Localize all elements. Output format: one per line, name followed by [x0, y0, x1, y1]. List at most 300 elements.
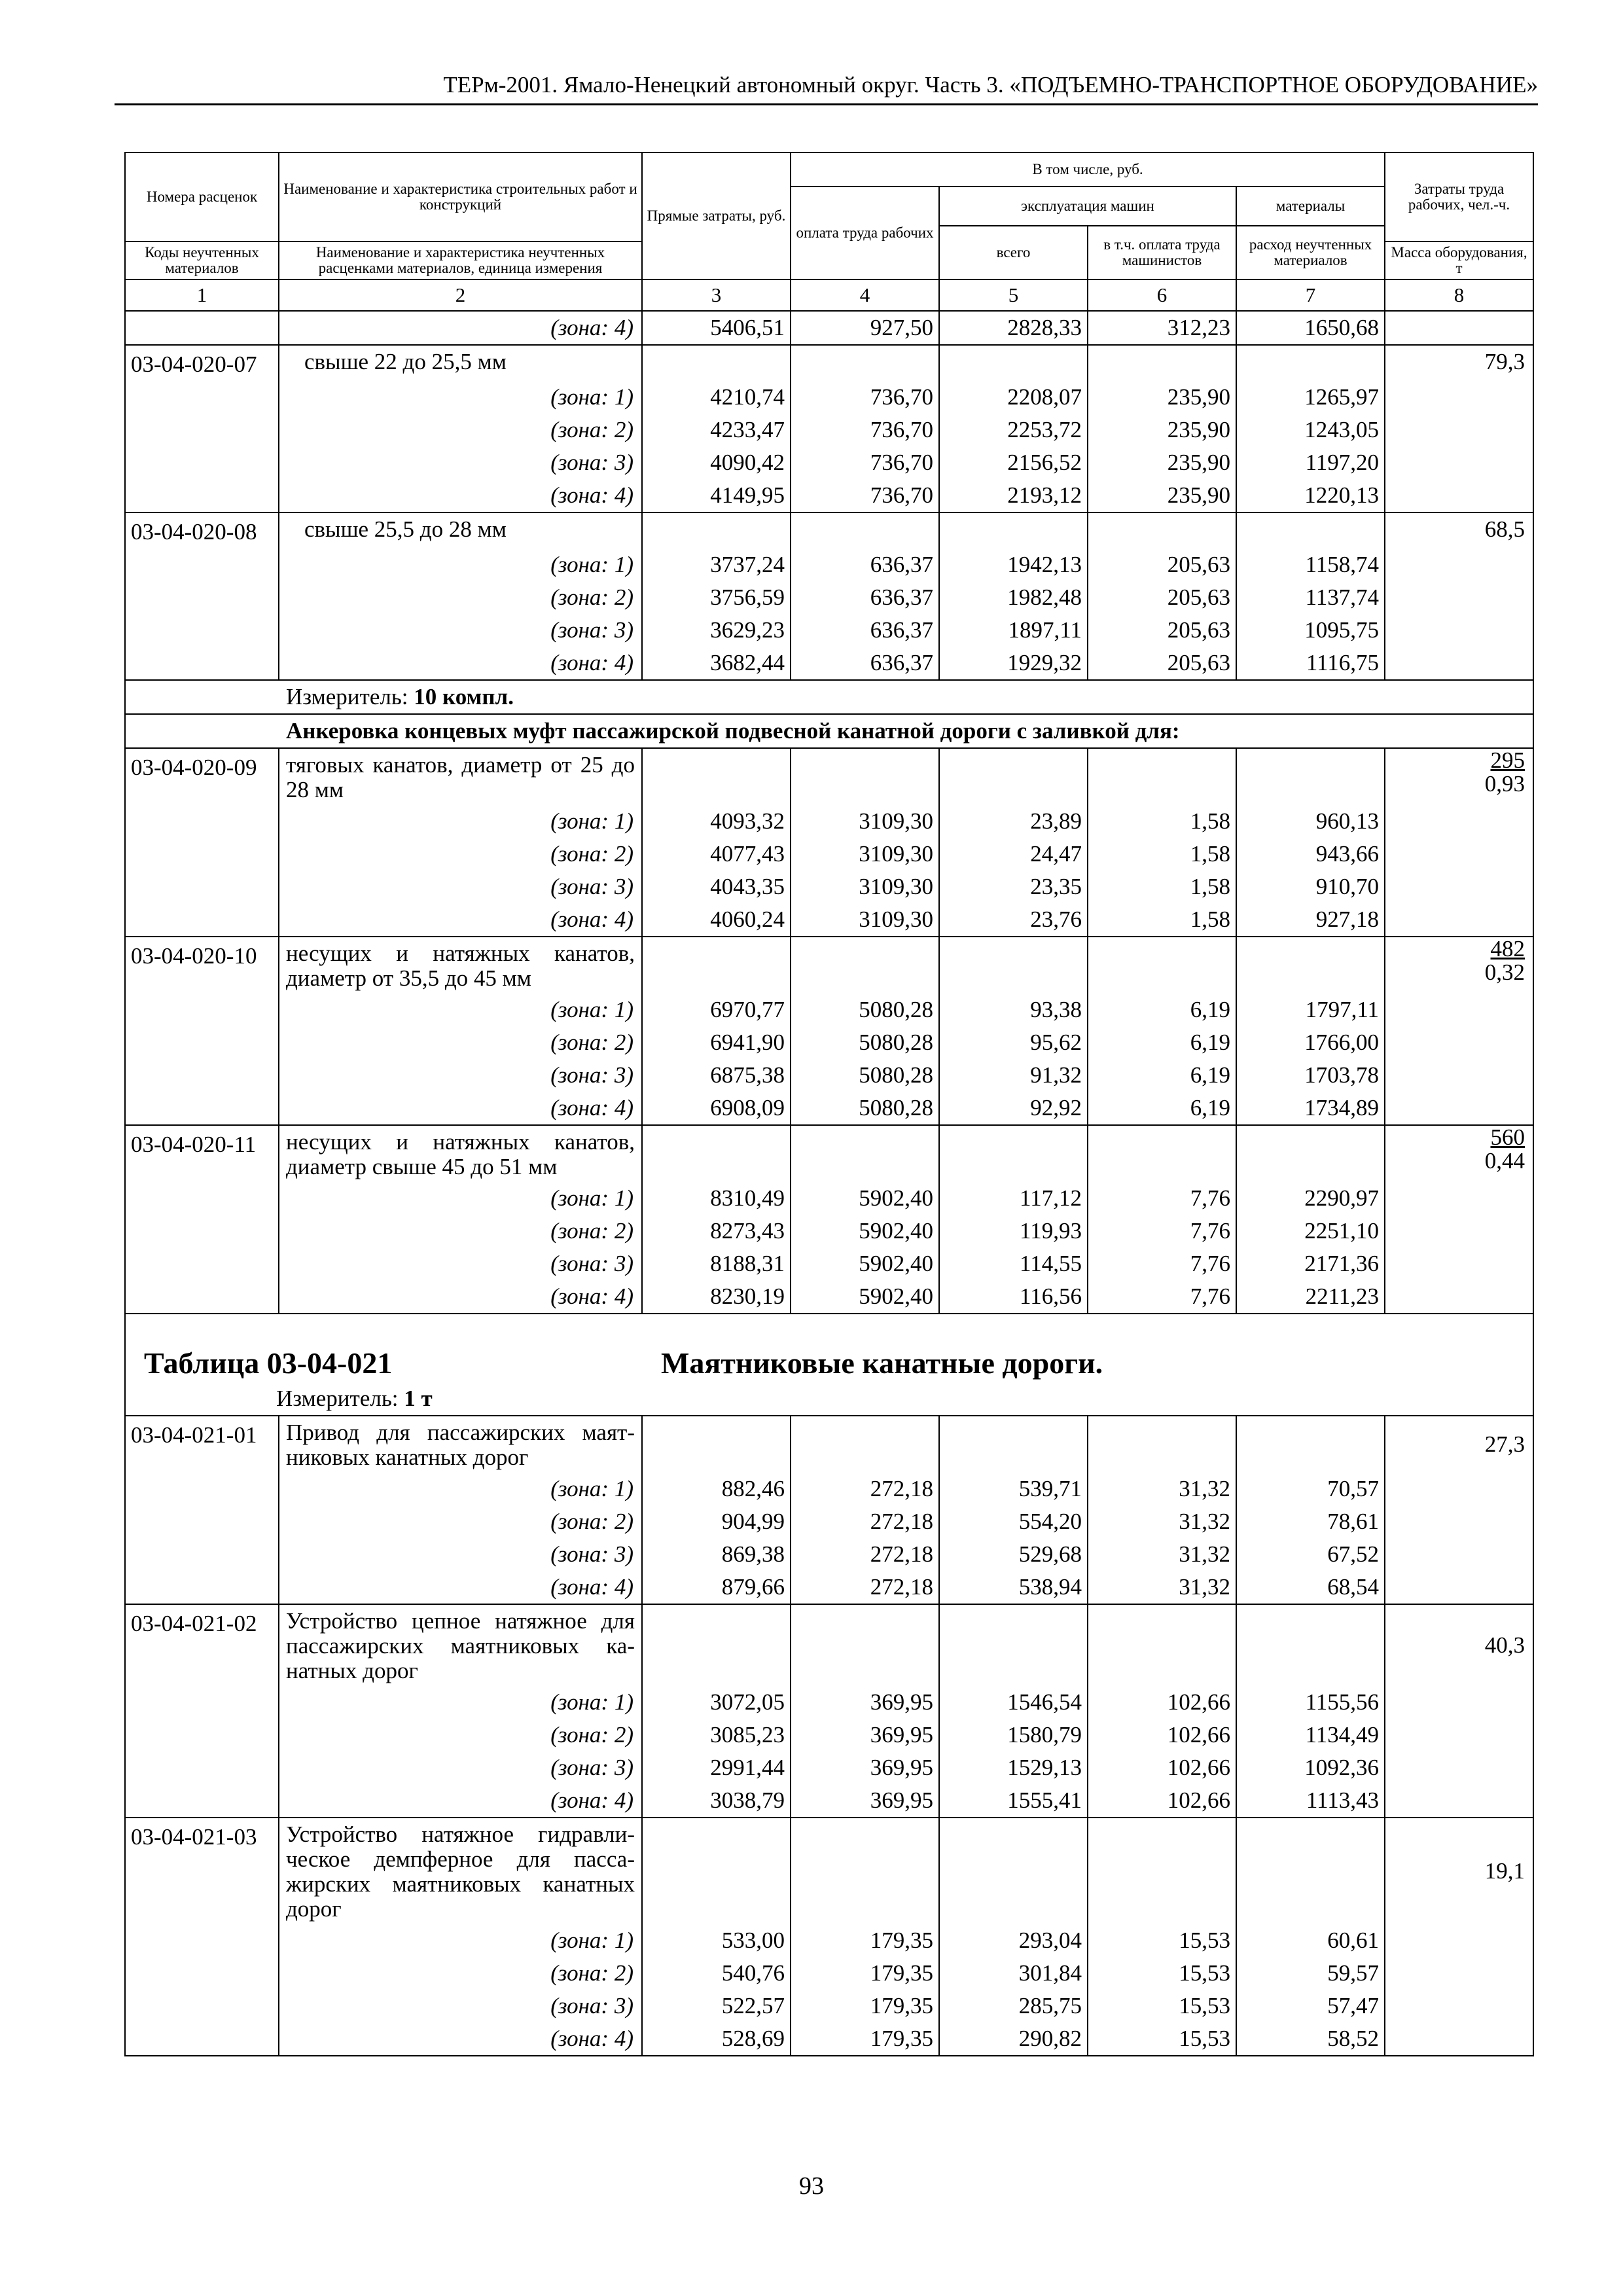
value-cell: 2193,12: [939, 479, 1088, 512]
empty-cell: [125, 903, 279, 937]
value-cell: 1116,75: [1236, 647, 1385, 680]
item-code: 03-04-020-07: [125, 345, 279, 381]
value-cell: 6,19: [1088, 1092, 1236, 1125]
value-cell: 1095,75: [1236, 614, 1385, 647]
value-cell: 4060,24: [642, 903, 791, 937]
empty-cell: [642, 1604, 791, 1686]
head-name-bottom: Наименование и характеристика неучтенных расценками материалов, единица измерения: [279, 242, 642, 279]
value-cell: 2253,72: [939, 414, 1088, 446]
empty-cell: [1385, 1990, 1533, 2022]
value-cell: 6970,77: [642, 994, 791, 1026]
value-cell: 3682,44: [642, 647, 791, 680]
empty-cell: [1385, 1505, 1533, 1538]
section-heading: Анкеровка концевых муфт пассажирской подвесной канатной дороги с заливкой для:: [125, 714, 1533, 748]
value-cell: 58,52: [1236, 2022, 1385, 2056]
value-cell: 205,63: [1088, 581, 1236, 614]
zone-label: (зона: 3): [279, 614, 642, 647]
empty-cell: [939, 1416, 1088, 1473]
empty-cell: [939, 1604, 1088, 1686]
empty-cell: [1236, 1604, 1385, 1686]
empty-cell: [1236, 1125, 1385, 1182]
value-cell: 6,19: [1088, 1059, 1236, 1092]
value-cell: 102,66: [1088, 1686, 1236, 1719]
table-row: [125, 414, 1533, 446]
empty-cell: [125, 1686, 279, 1719]
value-cell: 540,76: [642, 1957, 791, 1990]
col-number: 1: [125, 279, 279, 311]
empty-cell: [642, 345, 791, 381]
labor-cost: 560: [1490, 1125, 1525, 1150]
equipment-mass: 0,32: [1484, 960, 1525, 985]
value-cell: 23,35: [939, 870, 1088, 903]
empty-cell: [642, 1416, 791, 1473]
value-cell: 2251,10: [1236, 1215, 1385, 1247]
empty-cell: [939, 512, 1088, 548]
empty-cell: [1385, 1686, 1533, 1719]
empty-cell: [125, 1247, 279, 1280]
value-cell: 15,53: [1088, 1990, 1236, 2022]
zone-label: (зона: 1): [279, 548, 642, 581]
empty-cell: [125, 1215, 279, 1247]
empty-cell: [642, 1818, 791, 1924]
value-cell: 5080,28: [791, 994, 939, 1026]
table-row: [125, 903, 1533, 937]
table-row: [125, 1990, 1533, 2022]
empty-cell: [1385, 1280, 1533, 1314]
value-cell: 8273,43: [642, 1215, 791, 1247]
empty-cell: [125, 1924, 279, 1957]
value-cell: 102,66: [1088, 1751, 1236, 1784]
head-machines-pay: в т.ч. оплата труда машинистов: [1088, 226, 1236, 279]
value-cell: 8310,49: [642, 1182, 791, 1215]
value-cell: 102,66: [1088, 1719, 1236, 1751]
value-cell: 4077,43: [642, 838, 791, 870]
value-cell: 15,53: [1088, 1924, 1236, 1957]
zone-label: (зона: 4): [279, 903, 642, 937]
empty-cell: [939, 345, 1088, 381]
value-cell: 736,70: [791, 479, 939, 512]
empty-cell: [939, 937, 1088, 994]
labor-mass-cell: [1385, 748, 1533, 805]
empty-cell: [791, 1818, 939, 1924]
empty-cell: [125, 479, 279, 512]
empty-cell: [1088, 512, 1236, 548]
item-code: 03-04-020-09: [125, 748, 279, 805]
value-cell: 7,76: [1088, 1280, 1236, 1314]
value-cell: 67,52: [1236, 1538, 1385, 1571]
empty-cell: [1236, 345, 1385, 381]
empty-cell: [642, 1125, 791, 1182]
value-cell: 2290,97: [1236, 1182, 1385, 1215]
value-cell: 522,57: [642, 1990, 791, 2022]
empty-cell: [125, 1751, 279, 1784]
value-cell: 529,68: [939, 1538, 1088, 1571]
value-cell: 1092,36: [1236, 1751, 1385, 1784]
empty-cell: [125, 1473, 279, 1505]
value-cell: 904,99: [642, 1505, 791, 1538]
head-direct: Прямые затраты, руб.: [642, 152, 791, 279]
empty-cell: [791, 1125, 939, 1182]
empty-cell: [1385, 1784, 1533, 1818]
empty-cell: [1385, 870, 1533, 903]
table-row: [125, 1571, 1533, 1604]
item-title-row: [125, 512, 1533, 548]
empty-cell: [791, 345, 939, 381]
value-cell: 6,19: [1088, 1026, 1236, 1059]
value-cell: 869,38: [642, 1538, 791, 1571]
empty-cell: [1236, 937, 1385, 994]
item-name: свыше 25,5 до 28 мм: [279, 512, 642, 548]
value-cell: 68,54: [1236, 1571, 1385, 1604]
table-row: [125, 581, 1533, 614]
value-cell: 3109,30: [791, 870, 939, 903]
zone-label: (зона: 3): [279, 1990, 642, 2022]
value-cell: 1158,74: [1236, 548, 1385, 581]
labor-mass-cell: [1385, 345, 1533, 381]
zone-label: (зона: 2): [279, 1957, 642, 1990]
value-cell: 8188,31: [642, 1247, 791, 1280]
table-caption: [125, 1314, 1533, 1416]
empty-cell: [125, 1280, 279, 1314]
head-materials: материалы: [1236, 187, 1385, 226]
zone-label: (зона: 4): [279, 479, 642, 512]
value-cell: 1942,13: [939, 548, 1088, 581]
empty-cell: [125, 870, 279, 903]
value-cell: 1766,00: [1236, 1026, 1385, 1059]
empty-cell: [1088, 1125, 1236, 1182]
table-row: [125, 1538, 1533, 1571]
value-cell: 179,35: [791, 1924, 939, 1957]
empty-cell: [1088, 1416, 1236, 1473]
section-2-body: [125, 748, 1533, 1314]
value-cell: 1929,32: [939, 647, 1088, 680]
empty-cell: [791, 1604, 939, 1686]
item-name: Устройство натяжное гидравлическое демпферное для пассажирских маятниковых канатных дорог: [279, 1818, 642, 1924]
value-cell: 293,04: [939, 1924, 1088, 1957]
zone-label: (зона: 1): [279, 994, 642, 1026]
empty-cell: [642, 937, 791, 994]
value-cell: 3737,24: [642, 548, 791, 581]
value-cell: 179,35: [791, 1957, 939, 1990]
value-cell: 272,18: [791, 1538, 939, 1571]
value-cell: 114,55: [939, 1247, 1088, 1280]
empty-cell: [1385, 647, 1533, 680]
value-cell: 235,90: [1088, 479, 1236, 512]
empty-cell: [1385, 903, 1533, 937]
empty-cell: [1385, 1092, 1533, 1125]
item-name: Привод для пассажирских маятниковых канатных дорог: [279, 1416, 642, 1473]
table-row: [125, 1280, 1533, 1314]
empty-cell: [1385, 1538, 1533, 1571]
empty-cell: [1088, 748, 1236, 805]
empty-cell: [1385, 1026, 1533, 1059]
labor-mass-cell: [1385, 937, 1533, 994]
value-cell: 736,70: [791, 446, 939, 479]
empty-cell: [1385, 581, 1533, 614]
zone-label: (зона: 1): [279, 805, 642, 838]
value-cell: 4090,42: [642, 446, 791, 479]
value-cell: 636,37: [791, 614, 939, 647]
head-labor-cost: Затраты труда рабочих, чел.-ч.: [1385, 152, 1533, 242]
measure-value: 10 компл.: [414, 684, 514, 709]
table-row: [125, 1215, 1533, 1247]
labor-cost: 79,3: [1484, 349, 1525, 374]
value-cell: 369,95: [791, 1719, 939, 1751]
value-cell: 369,95: [791, 1686, 939, 1719]
measure-line: [126, 1382, 1533, 1415]
value-cell: 205,63: [1088, 614, 1236, 647]
empty-cell: [125, 647, 279, 680]
col-number: 7: [1236, 279, 1385, 311]
zone-label: (зона: 4): [279, 311, 642, 345]
value-cell: 31,32: [1088, 1571, 1236, 1604]
item-name: тяговых канатов, диаметр от 25 до 28 мм: [279, 748, 642, 805]
empty-cell: [125, 1182, 279, 1215]
table-title: Маятниковые канатные дороги.: [661, 1346, 1103, 1380]
value-cell: 6,19: [1088, 994, 1236, 1026]
price-table: [124, 152, 1534, 2056]
item-title-row: [125, 1604, 1533, 1686]
value-cell: 5080,28: [791, 1026, 939, 1059]
value-cell: 554,20: [939, 1505, 1088, 1538]
value-cell: 15,53: [1088, 1957, 1236, 1990]
value-cell: 1134,49: [1236, 1719, 1385, 1751]
header-rule: [115, 103, 1538, 105]
value-cell: 3756,59: [642, 581, 791, 614]
head-name-top: Наименование и характеристика строительных работ и конструкций: [279, 152, 642, 242]
value-cell: 15,53: [1088, 2022, 1236, 2056]
empty-cell: [1385, 2022, 1533, 2056]
table-row: [125, 1686, 1533, 1719]
table-row: [125, 614, 1533, 647]
value-cell: 736,70: [791, 414, 939, 446]
labor-cost: 19,1: [1484, 1858, 1525, 1884]
value-cell: 5902,40: [791, 1280, 939, 1314]
value-cell: 1197,20: [1236, 446, 1385, 479]
table-row: [125, 1059, 1533, 1092]
head-machines: эксплуатация машин: [939, 187, 1236, 226]
value-cell: 60,61: [1236, 1924, 1385, 1957]
value-cell: 636,37: [791, 548, 939, 581]
empty-cell: [1385, 1957, 1533, 1990]
empty-cell: [1385, 414, 1533, 446]
value-cell: 3629,23: [642, 614, 791, 647]
empty-cell: [1385, 548, 1533, 581]
value-cell: 57,47: [1236, 1990, 1385, 2022]
value-cell: 92,92: [939, 1092, 1088, 1125]
empty-cell: [1088, 937, 1236, 994]
empty-cell: [1385, 1924, 1533, 1957]
empty-cell: [1385, 614, 1533, 647]
table-021-body: [125, 1416, 1533, 2056]
table-row: [125, 870, 1533, 903]
empty-cell: [1385, 805, 1533, 838]
value-cell: 1650,68: [1236, 311, 1385, 345]
value-cell: 235,90: [1088, 446, 1236, 479]
value-cell: 5902,40: [791, 1215, 939, 1247]
value-cell: 93,38: [939, 994, 1088, 1026]
empty-cell: [125, 1957, 279, 1990]
labor-cost: 68,5: [1484, 516, 1525, 542]
table-head: [125, 152, 1533, 311]
value-cell: 2211,23: [1236, 1280, 1385, 1314]
empty-cell: [125, 1784, 279, 1818]
labor-cost: 482: [1490, 937, 1525, 961]
value-cell: 369,95: [791, 1751, 939, 1784]
col-number: 3: [642, 279, 791, 311]
item-title-row: [125, 748, 1533, 805]
section-1-body: [125, 345, 1533, 680]
table-row: [125, 1092, 1533, 1125]
empty-cell: [1385, 1247, 1533, 1280]
value-cell: 3085,23: [642, 1719, 791, 1751]
value-cell: 1982,48: [939, 581, 1088, 614]
item-name: несущих и натяжных канатов, диаметр от 35,5 до 45 мм: [279, 937, 642, 994]
empty-cell: [939, 1125, 1088, 1182]
value-cell: 235,90: [1088, 414, 1236, 446]
measure-value: 1 т: [404, 1386, 433, 1411]
empty-cell: [1385, 1182, 1533, 1215]
value-cell: 1,58: [1088, 805, 1236, 838]
measure-prefix: Измеритель:: [286, 684, 414, 709]
table-row: [125, 381, 1533, 414]
zone-label: (зона: 4): [279, 647, 642, 680]
value-cell: 5080,28: [791, 1059, 939, 1092]
empty-cell: [125, 805, 279, 838]
value-cell: 1,58: [1088, 903, 1236, 937]
empty-cell: [1385, 1473, 1533, 1505]
item-code: 03-04-020-11: [125, 1125, 279, 1182]
value-cell: 117,12: [939, 1182, 1088, 1215]
value-cell: 95,62: [939, 1026, 1088, 1059]
empty-cell: [1385, 1215, 1533, 1247]
value-cell: 1155,56: [1236, 1686, 1385, 1719]
empty-cell: [125, 994, 279, 1026]
col-number: 2: [279, 279, 642, 311]
table-row: [125, 1924, 1533, 1957]
empty-cell: [1385, 1059, 1533, 1092]
empty-cell: [939, 748, 1088, 805]
value-cell: 91,32: [939, 1059, 1088, 1092]
empty-cell: [791, 937, 939, 994]
value-cell: 1,58: [1088, 870, 1236, 903]
value-cell: 3109,30: [791, 903, 939, 937]
value-cell: 4043,35: [642, 870, 791, 903]
zone-label: (зона: 2): [279, 581, 642, 614]
table-row: [125, 1505, 1533, 1538]
empty-cell: [1385, 994, 1533, 1026]
item-code: 03-04-021-03: [125, 1818, 279, 1924]
empty-cell: [1088, 345, 1236, 381]
head-code-bottom: Коды неучтенных материалов: [125, 242, 279, 279]
table-row: [125, 647, 1533, 680]
value-cell: 538,94: [939, 1571, 1088, 1604]
empty-cell: [1385, 381, 1533, 414]
value-cell: 2991,44: [642, 1751, 791, 1784]
empty-cell: [125, 1092, 279, 1125]
equipment-mass: 0,93: [1484, 771, 1525, 797]
zone-label: (зона: 2): [279, 1719, 642, 1751]
value-cell: 960,13: [1236, 805, 1385, 838]
empty-cell: [1236, 1818, 1385, 1924]
zone-label: (зона: 4): [279, 1280, 642, 1314]
value-cell: 1113,43: [1236, 1784, 1385, 1818]
head-machines-all: всего: [939, 226, 1088, 279]
table-row: [125, 1751, 1533, 1784]
table-row: [125, 1719, 1533, 1751]
value-cell: 910,70: [1236, 870, 1385, 903]
value-cell: 943,66: [1236, 838, 1385, 870]
head-mass: Масса оборудования, т: [1385, 242, 1533, 279]
continuation-block: [125, 311, 1533, 345]
value-cell: 31,32: [1088, 1473, 1236, 1505]
empty-cell: [125, 581, 279, 614]
item-title-row: [125, 937, 1533, 994]
value-cell: 1555,41: [939, 1784, 1088, 1818]
labor-mass-cell: [1385, 512, 1533, 548]
value-cell: 235,90: [1088, 381, 1236, 414]
zone-label: (зона: 1): [279, 1182, 642, 1215]
table-row: [125, 838, 1533, 870]
zone-label: (зона: 1): [279, 1924, 642, 1957]
value-cell: 2156,52: [939, 446, 1088, 479]
empty-cell: [125, 2022, 279, 2056]
value-cell: 636,37: [791, 647, 939, 680]
value-cell: 31,32: [1088, 1505, 1236, 1538]
value-cell: 879,66: [642, 1571, 791, 1604]
item-title-row: [125, 345, 1533, 381]
empty-cell: [1236, 1416, 1385, 1473]
empty-cell: [1236, 748, 1385, 805]
value-cell: 5902,40: [791, 1182, 939, 1215]
zone-label: (зона: 3): [279, 1247, 642, 1280]
value-cell: 179,35: [791, 1990, 939, 2022]
table-row: [125, 1784, 1533, 1818]
value-cell: 8230,19: [642, 1280, 791, 1314]
table-row: [125, 1473, 1533, 1505]
item-code: 03-04-020-08: [125, 512, 279, 548]
value-cell: 736,70: [791, 381, 939, 414]
table-row: [125, 548, 1533, 581]
value-cell: 78,61: [1236, 1505, 1385, 1538]
empty-cell: [1385, 1751, 1533, 1784]
empty-cell: [1385, 446, 1533, 479]
value-cell: 1703,78: [1236, 1059, 1385, 1092]
value-cell: 1265,97: [1236, 381, 1385, 414]
head-materials-consumption: расход неучтенных материалов: [1236, 226, 1385, 279]
empty-cell: [125, 381, 279, 414]
value-cell: 1243,05: [1236, 414, 1385, 446]
labor-mass-cell: [1385, 1416, 1533, 1473]
empty-cell: [791, 748, 939, 805]
value-cell: 6908,09: [642, 1092, 791, 1125]
empty-cell: [791, 512, 939, 548]
empty-cell: [125, 1990, 279, 2022]
value-cell: 4233,47: [642, 414, 791, 446]
empty-cell: [125, 1571, 279, 1604]
empty-cell: [125, 446, 279, 479]
item-name: несущих и натяжных канатов, диаметр свыше 45 до 51 мм: [279, 1125, 642, 1182]
table-row: [125, 311, 1533, 345]
value-cell: 1897,11: [939, 614, 1088, 647]
empty-cell: [1385, 479, 1533, 512]
value-cell: 1,58: [1088, 838, 1236, 870]
zone-label: (зона: 4): [279, 1784, 642, 1818]
zone-label: (зона: 2): [279, 1215, 642, 1247]
value-cell: 3038,79: [642, 1784, 791, 1818]
empty-cell: [642, 512, 791, 548]
value-cell: 927,50: [791, 311, 939, 345]
